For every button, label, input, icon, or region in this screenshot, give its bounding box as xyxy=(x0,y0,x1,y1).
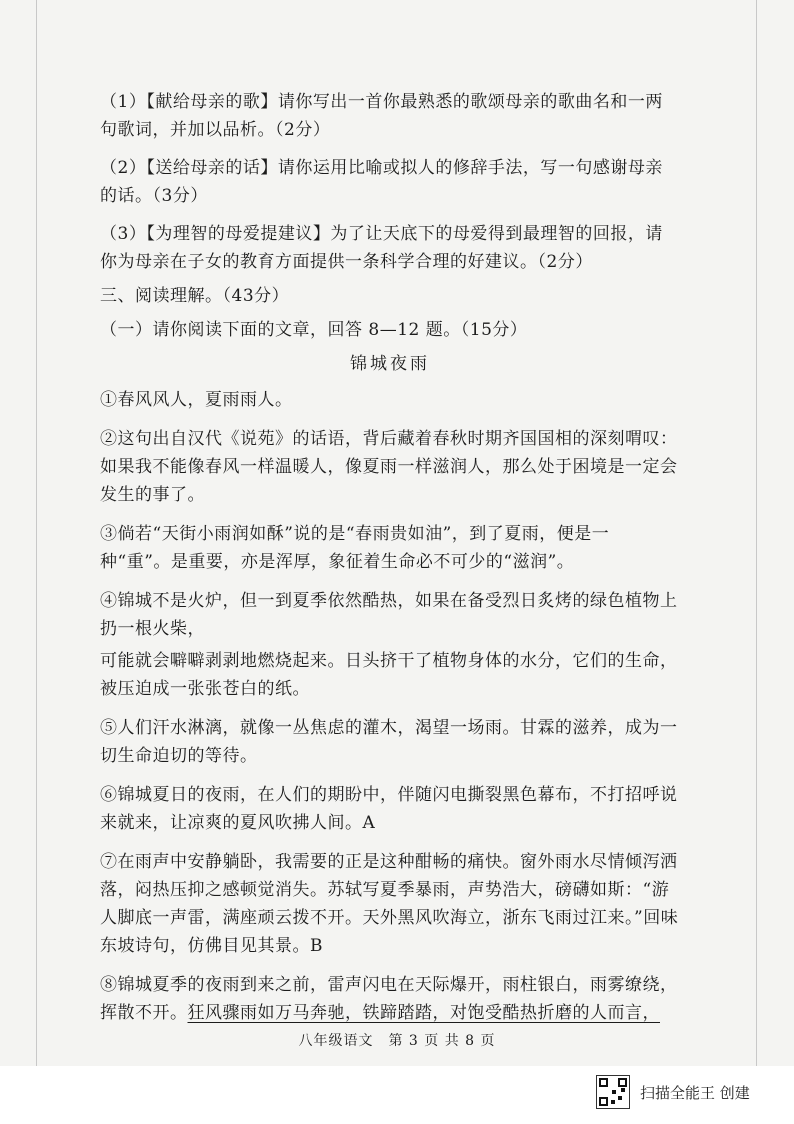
paragraph-4-continued: 可能就会噼噼剥剥地燃烧起来。日头挤干了植物身体的水分，它们的生命，被压迫成一张张苍白的纸。 xyxy=(100,651,678,699)
section-heading: 三、阅读理解。（43分） xyxy=(100,286,290,306)
page-footer: 八年级语文 第 3 页 共 8 页 xyxy=(298,1033,496,1049)
qr-code-icon xyxy=(596,1075,630,1109)
paragraph-2: ②这句出自汉代《说苑》的话语，背后藏着春秋时期齐国国相的深刻喟叹：如果我不能像春风一样温暖人，像夏雨一样滋润人，那么处于困境是一定会发生的事了。 xyxy=(100,429,678,505)
question-3: （3）【为理智的母爱提建议】为了让天底下的母爱得到最理智的回报，请你为母亲在子女的教育方面提供一条科学合理的好建议。（2分） xyxy=(100,224,663,272)
scanner-watermark xyxy=(596,1074,750,1110)
paragraph-3: ③倘若“天街小雨润如酥”说的是“春雨贵如油”，到了夏雨，便是一种“重”。是重要，亦是浑厚，象征着生命必不可少的“滋润”。 xyxy=(100,524,610,572)
paragraph-6: ⑥锦城夏日的夜雨，在人们的期盼中，伴随闪电撕裂黑色幕布，不打招呼说来就来，让凉爽的夏风吹拂人间。A xyxy=(100,785,678,833)
paragraph-5: ⑤人们汗水淋漓，就像一丛焦虑的灌木，渴望一场雨。甘霖的滋养，成为一切生命迫切的等待。 xyxy=(100,718,678,766)
margin-line xyxy=(756,0,757,1066)
question-2: （2）【送给母亲的话】请你运用比喻或拟人的修辞手法，写一句感谢母亲的话。（3分） xyxy=(100,158,663,206)
paragraph-8-text: ⑧锦城夏季的夜雨到来之前，雷声闪电在天际爆开，雨柱银白，雨雾缭绕，挥散不开。 xyxy=(100,975,678,1023)
paragraph-4: ④锦城不是火炉，但一到夏季依然酷热，如果在备受烈日炙烤的绿色植物上扔一根火柴， xyxy=(100,591,678,639)
margin-line xyxy=(36,0,37,1066)
paragraph-1: ①春风风人，夏雨雨人。 xyxy=(100,390,293,410)
article-title: 锦城夜雨 xyxy=(350,354,430,374)
page-content xyxy=(100,88,680,1038)
paragraph-7: ⑦在雨声中安静躺卧，我需要的正是这种酣畅的痛快。窗外雨水尽情倾泻洒落，闷热压抑之感顿觉消失。苏轼写夏季暴雨，声势浩大，磅礴如斯：“游人脚底一声雷，满座顽云拨不开。天外黑风吹海立，浙东飞雨过江来。”回味东坡诗句，仿佛目见其景。B xyxy=(100,852,679,956)
paragraph-8-underlined: 狂风骤雨如万马奔驰，铁蹄踏踏，对饱受酷热折磨的人而言， xyxy=(187,1003,660,1023)
paragraph-8 xyxy=(100,971,680,1027)
watermark-text: 扫描全能王 创建 xyxy=(640,1083,750,1102)
question-1: （1）【献给母亲的歌】请你写出一首你最熟悉的歌颂母亲的歌曲名和一两句歌词，并加以品析。（2分） xyxy=(100,92,663,140)
sub-heading: （一）请你阅读下面的文章，回答 8—12 题。（15分） xyxy=(100,320,528,340)
